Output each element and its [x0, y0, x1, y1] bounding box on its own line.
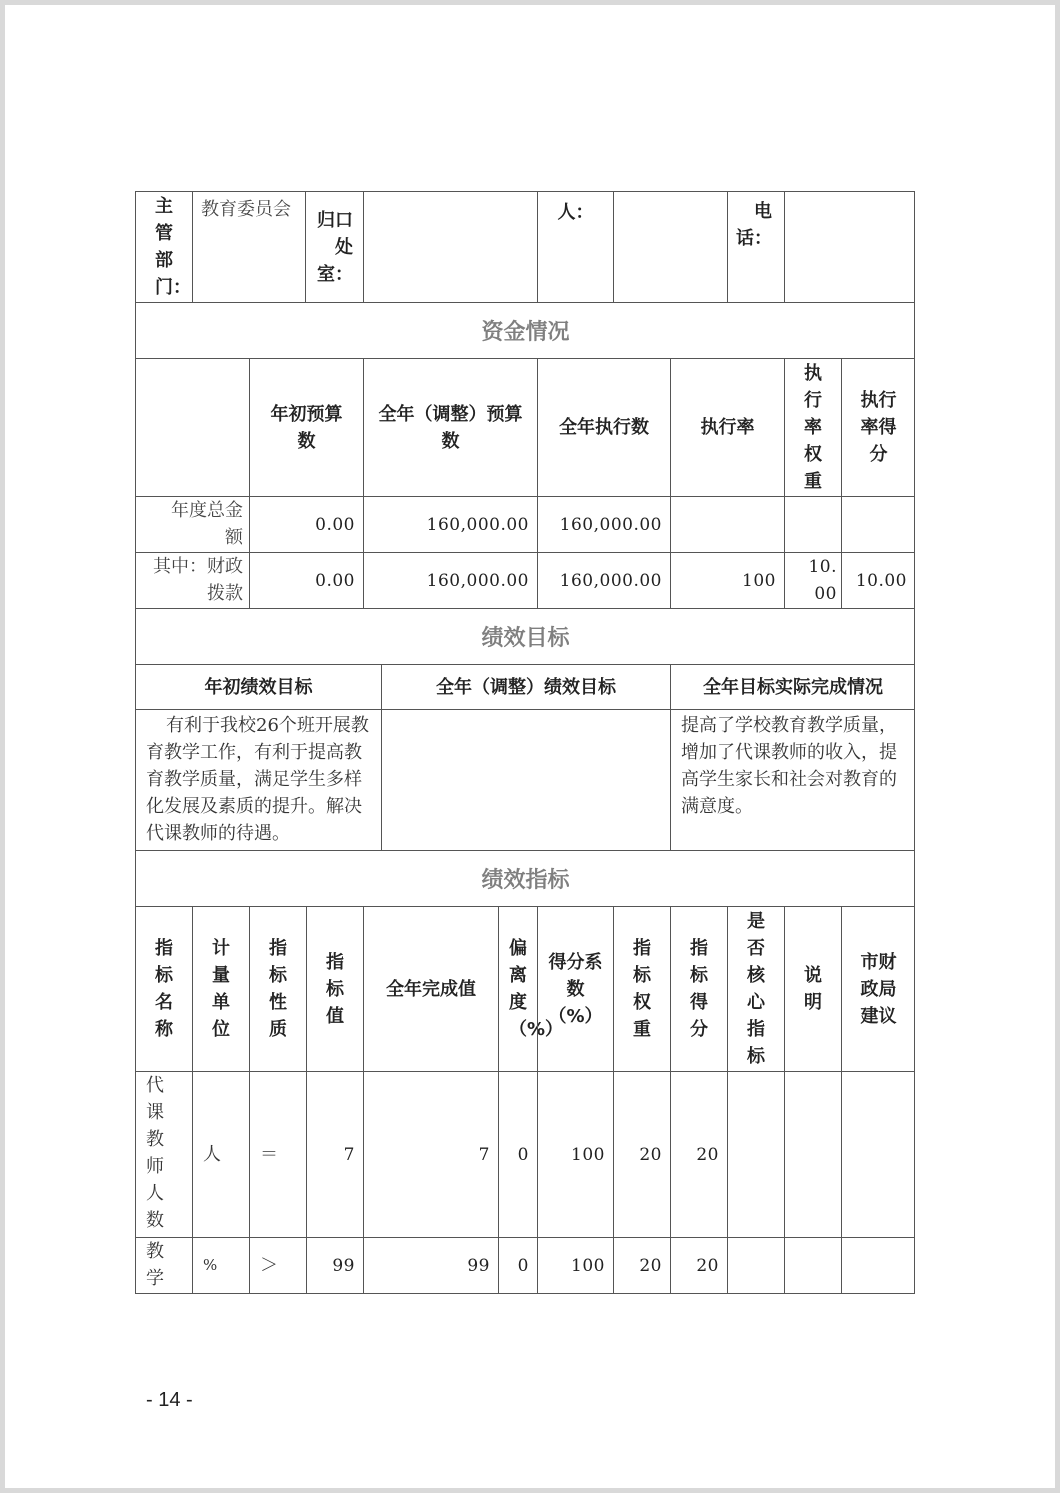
funding-col-executed: 全年执行数: [537, 358, 670, 496]
goals-actual-text: 提高了学校教育教学质量，增加了代课教师的收入，提高学生家长和社会对教育的满意度。: [670, 709, 915, 850]
ind-col-suggestion: 市财政局建议: [841, 906, 915, 1071]
ind-row-score: 20: [670, 1237, 727, 1293]
funding-col-rate: 执行率: [670, 358, 784, 496]
funding-col-weight: 执行率权重: [784, 358, 841, 496]
ind-col-coef: 得分系数（%）: [537, 906, 613, 1071]
funding-cell-adjusted: 160,000.00: [363, 496, 537, 552]
funding-cell-executed: 160,000.00: [537, 552, 670, 608]
funding-cell-weight: [784, 496, 841, 552]
ind-row-coef: 100: [537, 1071, 613, 1237]
ind-row-unit: %: [192, 1237, 249, 1293]
document-page: [5, 5, 1055, 1488]
goals-col-initial: 年初绩效目标: [135, 664, 381, 709]
ind-row-suggestion: [841, 1071, 915, 1237]
ind-row-nature: ＝: [249, 1071, 306, 1237]
ind-row-deviation: 0: [498, 1071, 537, 1237]
goals-col-adjusted: 全年（调整）绩效目标: [381, 664, 670, 709]
office-label-text: 归口处室：: [317, 209, 353, 285]
ind-col-completed: 全年完成值: [363, 906, 498, 1071]
goals-section-title: 绩效目标: [135, 608, 915, 664]
dept-label: [135, 191, 192, 302]
ind-col-note: 说明: [784, 906, 841, 1071]
funding-header-blank: [135, 358, 249, 496]
funding-col-adjusted: 全年（调整）预算数: [363, 358, 537, 496]
goals-initial-text: 有利于我校26个班开展教育教学工作，有利于提高教育教学质量，满足学生多样化发展及素质的提升。解决代课教师的待遇。: [135, 709, 381, 850]
ind-row-core: [727, 1071, 784, 1237]
goals-col-actual: 全年目标实际完成情况: [670, 664, 915, 709]
funding-cell-score: 10.00: [841, 552, 915, 608]
ind-row-coef: 100: [537, 1237, 613, 1293]
ind-row-note: [784, 1237, 841, 1293]
ind-row-score: 20: [670, 1071, 727, 1237]
ind-col-weight: 指标权重: [613, 906, 670, 1071]
ind-row-value: 7: [306, 1071, 363, 1237]
page-number: - 14 -: [146, 1389, 193, 1411]
funding-cell-initial: 0.00: [249, 552, 363, 608]
office-value: [363, 191, 537, 302]
funding-row-label: 其中：财政拨款: [135, 552, 249, 608]
person-value: [613, 191, 727, 302]
ind-row-unit: 人: [192, 1071, 249, 1237]
ind-col-value: 指标值: [306, 906, 363, 1071]
ind-row-completed: 7: [363, 1071, 498, 1237]
phone-label: [727, 191, 784, 302]
funding-cell-executed: 160,000.00: [537, 496, 670, 552]
phone-label-text: 电话：: [736, 201, 772, 249]
dept-label-text: 主管部门：: [155, 196, 191, 298]
funding-cell-rate: 100: [670, 552, 784, 608]
funding-cell-initial: 0.00: [249, 496, 363, 552]
ind-row-nature: ＞: [249, 1237, 306, 1293]
table-bottom-border: [135, 1293, 915, 1294]
ind-col-unit: 计量单位: [192, 906, 249, 1071]
ind-col-score: 指标得分: [670, 906, 727, 1071]
ind-row-weight: 20: [613, 1071, 670, 1237]
funding-col-score: 执行率得分: [841, 358, 915, 496]
funding-cell-score: [841, 496, 915, 552]
ind-row-name: 教学: [135, 1237, 192, 1293]
goals-adjusted-text: [381, 709, 670, 850]
funding-row-label: 年度总金额: [135, 496, 249, 552]
ind-col-name: 指标名称: [135, 906, 192, 1071]
table-right-border: [914, 191, 915, 1294]
ind-col-nature: 指标性质: [249, 906, 306, 1071]
ind-row-completed: 99: [363, 1237, 498, 1293]
funding-cell-weight: 10.00: [784, 552, 841, 608]
ind-row-note: [784, 1071, 841, 1237]
funding-cell-adjusted: 160,000.00: [363, 552, 537, 608]
funding-section-title: 资金情况: [135, 302, 915, 358]
phone-value: [784, 191, 915, 302]
indicators-section-title: 绩效指标: [135, 850, 915, 906]
ind-col-deviation: 偏离度（%）: [498, 906, 537, 1071]
ind-col-core: 是否核心指标: [727, 906, 784, 1071]
office-label: [305, 191, 363, 302]
ind-row-suggestion: [841, 1237, 915, 1293]
dept-value: 教育委员会: [192, 191, 305, 302]
person-label: 人：: [537, 191, 613, 302]
ind-row-value: 99: [306, 1237, 363, 1293]
ind-row-deviation: 0: [498, 1237, 537, 1293]
funding-cell-rate: [670, 496, 784, 552]
ind-row-core: [727, 1237, 784, 1293]
ind-row-weight: 20: [613, 1237, 670, 1293]
ind-row-name: 代课教师人数: [135, 1071, 192, 1237]
funding-col-initial: 年初预算数: [249, 358, 363, 496]
